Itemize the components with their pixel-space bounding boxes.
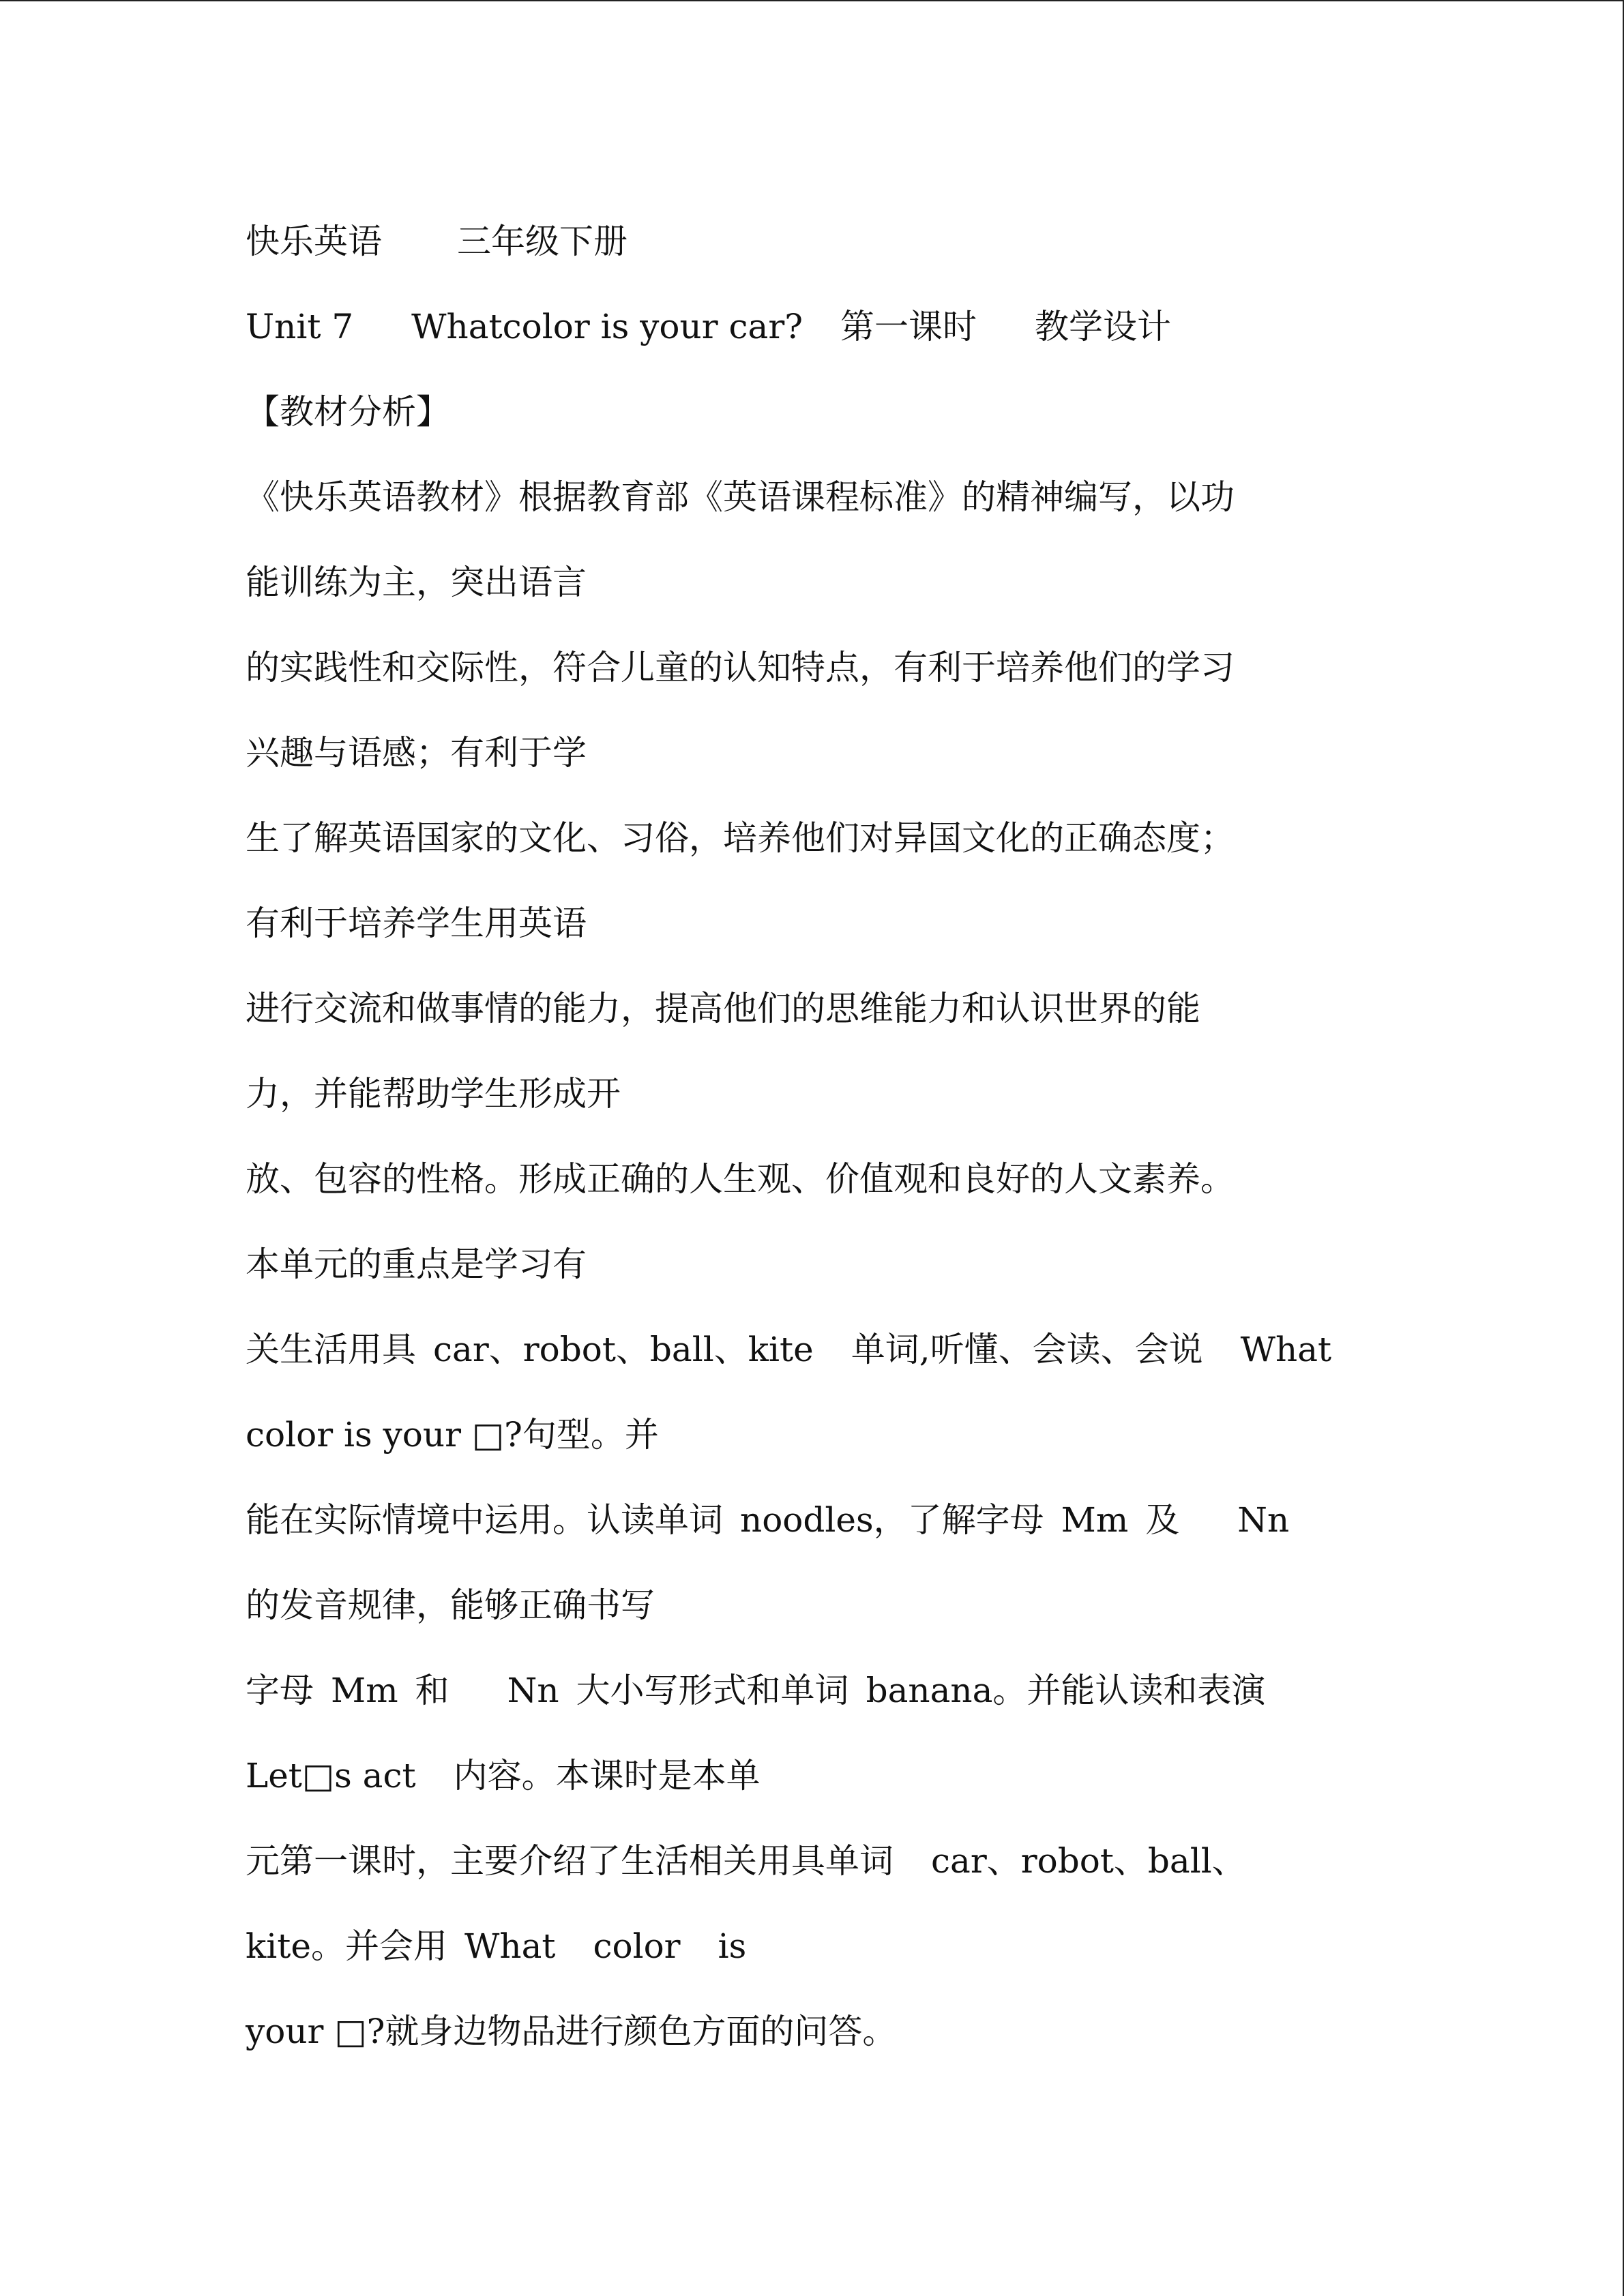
paragraph-line: 生了解英语国家的文化、习俗，培养他们对异国文化的正确态度； (246, 818, 1235, 858)
paragraph-line: 的实践性和交际性，符合儿童的认知特点，有利于培养他们的学习 (246, 648, 1235, 687)
text-segment: is (718, 1926, 747, 1966)
paragraph-line: 的发音规律，能够正确书写 (246, 1585, 655, 1625)
text-segment: Mm (331, 1671, 398, 1710)
book-title: 快乐英语 (246, 222, 382, 261)
text-segment: Nn (1237, 1500, 1290, 1540)
paragraph-line: 进行交流和做事情的能力，提高他们的思维能力和认识世界的能 (246, 989, 1200, 1028)
text-segment: Let□s act (246, 1756, 416, 1795)
text-segment: 关生活用具 (246, 1330, 416, 1369)
text-segment: kite。并会用 (246, 1926, 447, 1966)
text-segment: 字母 (246, 1671, 314, 1710)
text-segment: color (593, 1926, 681, 1966)
text-segment: What (464, 1926, 556, 1966)
lesson-label: 第一课时 (840, 307, 977, 346)
paragraph-line: 力，并能帮助学生形成开 (246, 1074, 621, 1114)
paragraph-line (246, 1493, 1405, 1578)
paragraph-line: 《快乐英语教材》根据教育部《英语课程标准》的精神编写，以功 (246, 477, 1235, 517)
text-segment: 能在实际情境中运用。认读单词 (246, 1500, 723, 1540)
text-segment: What (1240, 1330, 1332, 1369)
header-line (246, 214, 1405, 299)
paragraph-line (246, 1322, 1405, 1407)
text-segment: Nn (507, 1671, 559, 1710)
grade-label: 三年级下册 (457, 222, 628, 261)
paragraph-line: 兴趣与语感；有利于学 (246, 733, 587, 773)
paragraph-line (246, 1748, 1405, 1834)
paragraph-line (246, 1834, 1405, 1919)
text-segment: 元第一课时，主要介绍了生活相关用具单词 (246, 1841, 894, 1881)
paragraph-line: color is your □?句型。并 (246, 1415, 659, 1455)
paragraph-line: 能训练为主，突出语言 (246, 563, 587, 602)
paragraph-line: 本单元的重点是学习有 (246, 1244, 587, 1284)
paragraph-line: your □?就身边物品进行颜色方面的问答。 (246, 2012, 897, 2051)
unit-question: Whatcolor is your car? (411, 307, 803, 346)
unit-label: Unit 7 (246, 307, 354, 346)
paragraph-line: 放、包容的性格。形成正确的人生观、价值观和良好的人文素养。 (246, 1159, 1235, 1199)
text-segment: 单词,听懂、会读、会说 (851, 1330, 1203, 1369)
text-segment: 大小写形式和单词 (576, 1671, 849, 1710)
section-heading: 【教材分析】 (246, 392, 450, 432)
text-segment: banana。并能认读和表演 (866, 1671, 1266, 1710)
paragraph-line: 有利于培养学生用英语 (246, 904, 587, 943)
design-label: 教学设计 (1035, 307, 1172, 346)
text-segment: noodles，了解字母 (740, 1500, 1044, 1540)
text-segment: car、robot、ball、kite (433, 1330, 814, 1369)
text-segment: car、robot、ball、 (931, 1841, 1246, 1881)
paragraph-line (246, 1663, 1405, 1748)
unit-line (246, 299, 1405, 385)
text-segment: 及 (1145, 1500, 1180, 1540)
text-segment: 内容。本课时是本单 (453, 1756, 761, 1795)
text-segment: Mm (1061, 1500, 1129, 1540)
text-segment: 和 (415, 1671, 449, 1710)
document-body (246, 214, 1405, 2089)
paragraph-line (246, 1919, 1405, 2004)
